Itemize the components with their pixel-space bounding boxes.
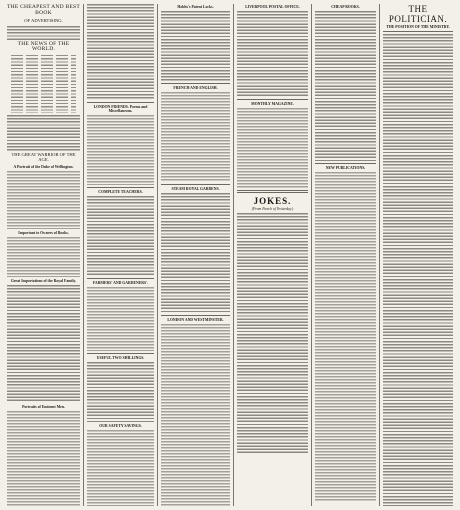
column-1	[4, 4, 84, 506]
col2-rule	[87, 187, 154, 188]
col3-heading-a: Hobbs's Patent Locks.	[177, 5, 214, 9]
col4-text-block	[237, 11, 308, 97]
col2-rule	[87, 353, 154, 354]
col3-rule	[161, 315, 230, 316]
column-5	[312, 4, 380, 506]
col1-heading-b: A Portrait of the Duke of Wellington.	[13, 164, 74, 169]
col1-heading-a: THE GREAT WARRIOR OF THE AGE.	[11, 152, 76, 163]
col3-heading-c: STEAM ROYAL GARDENS.	[171, 186, 220, 191]
jokes-subtitle: (From Punch of Yesterday.)	[251, 206, 294, 211]
col1-heading-e: Portraits of Eminent Men.	[22, 404, 65, 409]
col4-text-block	[237, 213, 308, 453]
col2-heading-e: OUR SAFETY SAVINGS.	[99, 423, 142, 428]
column-2	[84, 4, 158, 506]
col1-title-line-3: THE NEWS OF THE WORLD.	[17, 40, 70, 53]
col3-heading-d: LONDON AND WESTMINSTER.	[167, 317, 224, 322]
politician-title: THE POLITICIAN.	[388, 4, 448, 24]
col5-heading-a: CHEAP BOOKS.	[331, 5, 360, 9]
col1-heading-c: Important to Owners of Books.	[18, 230, 69, 235]
col1-text-block	[7, 237, 80, 277]
col1-text-block	[7, 171, 80, 229]
col1-table	[11, 55, 76, 113]
col4-text-block	[237, 108, 308, 188]
col2-text-block	[87, 430, 154, 506]
col2-text-block	[87, 196, 154, 276]
col6-rule	[383, 31, 453, 32]
col1-title-line-2: OF ADVERTISING.	[24, 17, 63, 23]
col3-text-block	[161, 11, 230, 81]
col1-text-block	[7, 26, 80, 40]
politician-subtitle: THE POSITION OF THE MINISTRY.	[386, 25, 450, 29]
col4-rule	[237, 99, 308, 100]
col4-double-rule	[237, 190, 308, 193]
column-6	[380, 4, 456, 506]
col1-text-block	[7, 285, 80, 403]
col2-text-block	[87, 362, 154, 422]
col4-heading-a: LIVERPOOL POSTAL OFFICE.	[245, 5, 300, 9]
col4-heading-b: MONTHLY MAGAZINE.	[251, 101, 294, 106]
column-3	[158, 4, 234, 506]
col3-text-block	[161, 92, 230, 182]
col2-rule	[87, 102, 154, 103]
col5-text-block	[315, 172, 376, 502]
col1-title-line-1: THE CHEAPEST AND BEST BOOK	[7, 4, 80, 16]
col6-text-block	[383, 34, 453, 506]
col5-text-block	[315, 11, 376, 161]
col1-heading-d: Great Importations of the Royal Family.	[10, 278, 77, 283]
col3-text-block	[161, 193, 230, 313]
col5-heading-b: NEW PUBLICATIONS.	[325, 165, 366, 170]
col2-text-block	[87, 4, 154, 100]
col3-rule	[161, 184, 230, 185]
col2-text-block	[87, 115, 154, 185]
col3-heading-b: FRENCH AND ENGLISH.	[173, 85, 218, 90]
col2-rule	[87, 278, 154, 279]
col2-heading-c: FARMERS' AND GARDENERS'.	[92, 280, 149, 285]
column-4	[234, 4, 312, 506]
col2-heading-d: USEFUL TWO SHILLINGS.	[96, 355, 145, 360]
col5-rule	[315, 163, 376, 164]
col2-heading-a: LONDON FRIENDS. Poems and Miscellaneous.	[93, 105, 148, 113]
col3-rule	[161, 83, 230, 84]
jokes-title: JOKES.	[253, 195, 292, 206]
col2-heading-b: COMPLETE TEACHERS.	[98, 189, 143, 194]
col3-text-block	[161, 324, 230, 506]
col1-text-block	[7, 411, 80, 506]
col1-text-block	[7, 115, 80, 151]
col2-text-block	[87, 287, 154, 351]
